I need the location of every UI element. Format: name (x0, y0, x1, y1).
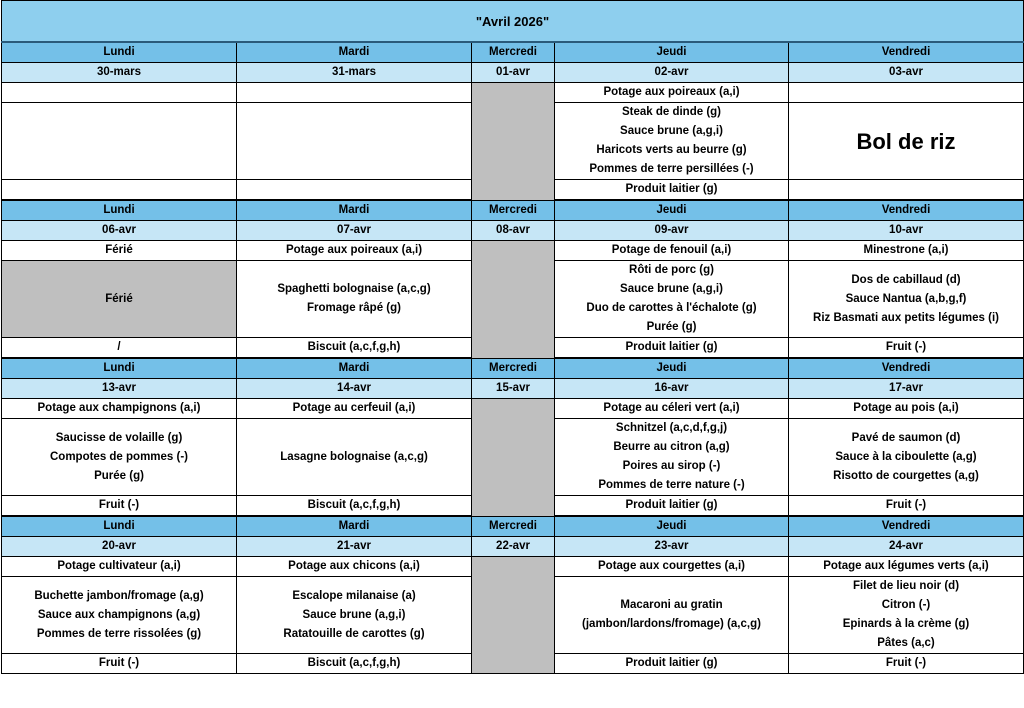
week3-day-header-row (2, 358, 1024, 379)
soup-cell: Potage aux courgettes (a,i) (555, 557, 789, 577)
dish-line: Pommes de terre persillées (-) (589, 163, 754, 175)
day-header-mardi: Mardi (237, 358, 472, 379)
dish-line: Pavé de saumon (d) (851, 431, 961, 444)
dish-line: Poires au sirop (-) (622, 460, 721, 472)
date-cell: 30-mars (2, 63, 237, 83)
main-cell (555, 419, 789, 496)
day-header-mercredi: Mercredi (472, 358, 555, 379)
dessert-cell: Biscuit (a,c,f,g,h) (237, 338, 472, 359)
dish-line: Duo de carottes à l'échalote (g) (586, 302, 757, 314)
day-header-lundi: Lundi (2, 200, 237, 221)
week4-date-row (2, 537, 1024, 557)
week4-soup-row (2, 557, 1024, 577)
dish-line: Sauce brune (a,g,i) (620, 125, 723, 137)
main-cell (237, 103, 472, 180)
date-cell: 07-avr (237, 221, 472, 241)
main-cell (2, 103, 237, 180)
dish-line: Dos de cabillaud (d) (851, 273, 961, 286)
week4-day-header-row (2, 516, 1024, 537)
dish-line: Pommes de terre nature (-) (598, 479, 745, 491)
dish-line: Escalope milanaise (a) (292, 589, 416, 602)
dish-line: Purée (g) (94, 469, 144, 482)
dish-line: Sauce à la ciboulette (a,g) (835, 450, 977, 463)
day-header-vendredi: Vendredi (789, 200, 1024, 221)
dessert-cell: Fruit (-) (789, 338, 1024, 359)
dish-line: Steak de dinde (g) (621, 106, 722, 118)
main-cell (789, 419, 1024, 496)
day-header-mardi: Mardi (237, 200, 472, 221)
date-cell: 15-avr (472, 379, 555, 399)
date-cell: 14-avr (237, 379, 472, 399)
main-cell (237, 419, 472, 496)
day-header-lundi: Lundi (2, 42, 237, 63)
mercredi-closed-cell (472, 83, 555, 201)
week2-day-header-row (2, 200, 1024, 221)
day-header-mercredi: Mercredi (472, 200, 555, 221)
dessert-cell: Produit laitier (g) (555, 496, 789, 517)
date-cell: 03-avr (789, 63, 1024, 83)
day-header-lundi: Lundi (2, 358, 237, 379)
soup-cell: Potage cultivateur (a,i) (2, 557, 237, 577)
soup-cell (237, 83, 472, 103)
day-header-lundi: Lundi (2, 516, 237, 537)
main-cell (2, 419, 237, 496)
day-header-mercredi: Mercredi (472, 516, 555, 537)
date-cell: 01-avr (472, 63, 555, 83)
menu-table (1, 0, 1024, 674)
day-header-mercredi: Mercredi (472, 42, 555, 63)
dish-line: Saucisse de volaille (g) (55, 431, 183, 444)
soup-cell: Potage aux poireaux (a,i) (555, 83, 789, 103)
date-cell: 09-avr (555, 221, 789, 241)
dish-line: Haricots verts au beurre (g) (596, 144, 747, 156)
dessert-cell (2, 180, 237, 201)
soup-cell: Férié (2, 241, 237, 261)
dish-line: Riz Basmati aux petits légumes (i) (813, 311, 999, 324)
date-cell: 06-avr (2, 221, 237, 241)
dish-line: Sauce Nantua (a,b,g,f) (845, 292, 967, 305)
soup-cell: Potage de fenouil (a,i) (555, 241, 789, 261)
dessert-cell: Produit laitier (g) (555, 180, 789, 201)
main-cell (555, 103, 789, 180)
dish-line: Filet de lieu noir (d) (852, 580, 960, 592)
day-header-jeudi: Jeudi (555, 358, 789, 379)
dish-line: Citron (-) (881, 599, 931, 611)
dish-line: Compotes de pommes (-) (49, 450, 188, 463)
day-header-mardi: Mardi (237, 42, 472, 63)
dessert-cell: Fruit (-) (2, 654, 237, 674)
dessert-cell: Fruit (-) (789, 654, 1024, 674)
week2-soup-row (2, 241, 1024, 261)
day-header-vendredi: Vendredi (789, 42, 1024, 63)
week1-date-row (2, 63, 1024, 83)
dish-line: Fromage râpé (g) (307, 302, 401, 314)
soup-cell: Potage aux champignons (a,i) (2, 399, 237, 419)
day-header-vendredi: Vendredi (789, 358, 1024, 379)
dessert-cell: Produit laitier (g) (555, 338, 789, 359)
main-cell (789, 103, 1024, 180)
dish-line: Epinards à la crème (g) (842, 618, 970, 630)
dessert-cell: / (2, 338, 237, 359)
dish-line: Purée (g) (646, 321, 697, 333)
week2-date-row (2, 221, 1024, 241)
date-cell: 20-avr (2, 537, 237, 557)
week1-soup-row (2, 83, 1024, 103)
dessert-cell: Biscuit (a,c,f,g,h) (237, 496, 472, 517)
main-cell (237, 261, 472, 338)
dessert-cell: Fruit (-) (789, 496, 1024, 517)
dish-line: Sauce brune (a,g,i) (302, 608, 406, 621)
dish-line: Risotto de courgettes (a,g) (833, 469, 979, 482)
main-cell (2, 261, 237, 338)
main-cell (555, 577, 789, 654)
page-title: "Avril 2026" (2, 1, 1024, 43)
date-cell: 21-avr (237, 537, 472, 557)
date-cell: 31-mars (237, 63, 472, 83)
date-cell: 13-avr (2, 379, 237, 399)
main-cell (789, 261, 1024, 338)
dish-line: Sauce brune (a,g,i) (620, 283, 723, 295)
date-cell: 17-avr (789, 379, 1024, 399)
dessert-cell: Fruit (-) (2, 496, 237, 517)
dish-line: Lasagne bolognaise (a,c,g) (280, 450, 428, 463)
soup-cell: Potage aux légumes verts (a,i) (789, 557, 1024, 577)
soup-cell: Potage au cerfeuil (a,i) (237, 399, 472, 419)
date-cell: 02-avr (555, 63, 789, 83)
date-cell: 08-avr (472, 221, 555, 241)
week3-soup-row (2, 399, 1024, 419)
week1-day-header-row (2, 42, 1024, 63)
main-cell (237, 577, 472, 654)
dish-line: Ratatouille de carottes (g) (283, 627, 425, 640)
day-header-mardi: Mardi (237, 516, 472, 537)
soup-cell: Potage aux poireaux (a,i) (237, 241, 472, 261)
date-cell: 22-avr (472, 537, 555, 557)
dish-line: Macaroni au gratin (620, 599, 723, 611)
day-header-jeudi: Jeudi (555, 516, 789, 537)
soup-cell (789, 83, 1024, 103)
mercredi-closed-cell (472, 399, 555, 517)
mercredi-closed-cell (472, 557, 555, 674)
dessert-cell (237, 180, 472, 201)
mercredi-closed-cell (472, 241, 555, 359)
date-cell: 16-avr (555, 379, 789, 399)
dish-line: Sauce aux champignons (a,g) (37, 608, 201, 621)
main-cell (555, 261, 789, 338)
dish-line: Pommes de terre rissolées (g) (36, 627, 202, 640)
day-header-vendredi: Vendredi (789, 516, 1024, 537)
soup-cell: Potage au céleri vert (a,i) (555, 399, 789, 419)
main-cell (789, 577, 1024, 654)
date-cell: 23-avr (555, 537, 789, 557)
dish-line: Pâtes (a,c) (877, 637, 935, 649)
dessert-cell (789, 180, 1024, 201)
dish-line: Rôti de porc (g) (629, 264, 714, 276)
dish-line: Schnitzel (a,c,d,f,g,j) (615, 422, 728, 434)
dish-line: Férié (105, 292, 133, 305)
dish-line: Buchette jambon/fromage (a,g) (34, 589, 204, 602)
week3-date-row (2, 379, 1024, 399)
dish-line: Spaghetti bolognaise (a,c,g) (277, 283, 431, 295)
dish-line: Beurre au citron (a,g) (613, 441, 730, 453)
soup-cell: Potage aux chicons (a,i) (237, 557, 472, 577)
main-cell (2, 577, 237, 654)
dessert-cell: Produit laitier (g) (555, 654, 789, 674)
dish-line: Bol de riz (856, 128, 956, 154)
date-cell: 10-avr (789, 221, 1024, 241)
day-header-jeudi: Jeudi (555, 200, 789, 221)
soup-cell: Minestrone (a,i) (789, 241, 1024, 261)
soup-cell: Potage au pois (a,i) (789, 399, 1024, 419)
dessert-cell: Biscuit (a,c,f,g,h) (237, 654, 472, 674)
dish-line: (jambon/lardons/fromage) (a,c,g) (582, 618, 761, 630)
day-header-jeudi: Jeudi (555, 42, 789, 63)
date-cell: 24-avr (789, 537, 1024, 557)
soup-cell (2, 83, 237, 103)
